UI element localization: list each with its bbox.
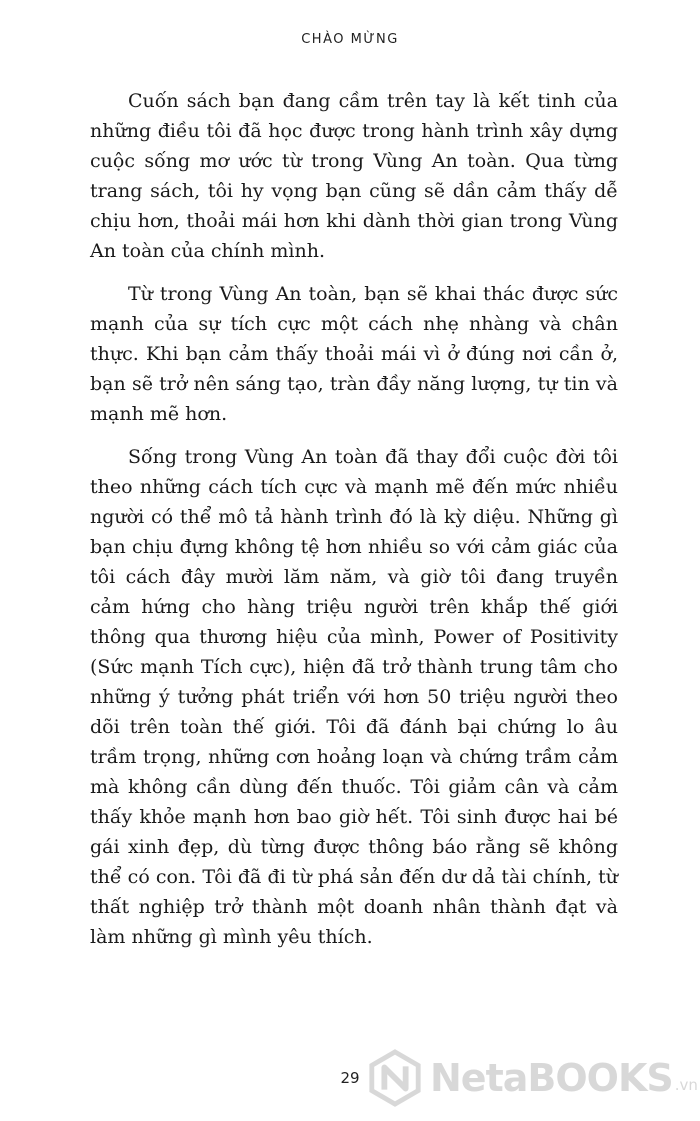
watermark-suffix: .vn: [674, 1076, 698, 1094]
paragraph-3: Sống trong Vùng An toàn đã thay đổi cuộc đời tôi theo những cách tích cực và mạnh mẽ đến mức nhiều người có thể mô tả hành trình đó là kỳ diệu. Những gì bạn chịu đựng không tệ hơn nhiều so với cảm giác của tôi cách đây mười lăm năm, và giờ tôi đang truyền cảm hứng cho hàng triệu người trên khắp thế giới thông qua thương hiệu của mình, Power of Positivity (Sức mạnh Tích cực), hiện đã trở thành trung tâm cho những ý tưởng phát triển với hơn 50 triệu người theo dõi trên toàn thế giới. Tôi đã đánh bại chứng lo âu trầm trọng, những cơn hoảng loạn và chứng trầm cảm mà không cần dùng đến thuốc. Tôi giảm cân và cảm thấy khỏe mạnh hơn bao giờ hết. Tôi sinh được hai bé gái xinh đẹp, dù từng được thông báo rằng sẽ không thể có con. Tôi đã đi từ phá sản đến dư dả tài chính, từ thất nghiệp trở thành một doanh nhân thành đạt và làm những gì mình yêu thích.: [90, 446, 618, 948]
page-number: 29: [340, 1069, 360, 1087]
watermark: [366, 1046, 696, 1110]
body-text: [90, 86, 618, 965]
paragraph-2: Từ trong Vùng An toàn, bạn sẽ khai thác được sức mạnh của sự tích cực một cách nhẹ nhàng và chân thực. Khi bạn cảm thấy thoải mái vì ở đúng nơi cần ở, bạn sẽ trở nên sáng tạo, tràn đầy năng lượng, tự tin và mạnh mẽ hơn.: [90, 283, 618, 425]
running-head: CHÀO MỪNG: [301, 32, 399, 47]
paragraph-1: Cuốn sách bạn đang cầm trên tay là kết tinh của những điều tôi đã học được trong hành trình xây dựng cuộc sống mơ ước từ trong Vùng An toàn. Qua từng trang sách, tôi hy vọng bạn cũng sẽ dần cảm thấy dễ chịu hơn, thoải mái hơn khi dành thời gian trong Vùng An toàn của chính mình.: [90, 90, 618, 262]
watermark-brand: NetaBOOKS: [430, 1056, 673, 1100]
netabooks-logo-icon: [366, 1049, 424, 1107]
